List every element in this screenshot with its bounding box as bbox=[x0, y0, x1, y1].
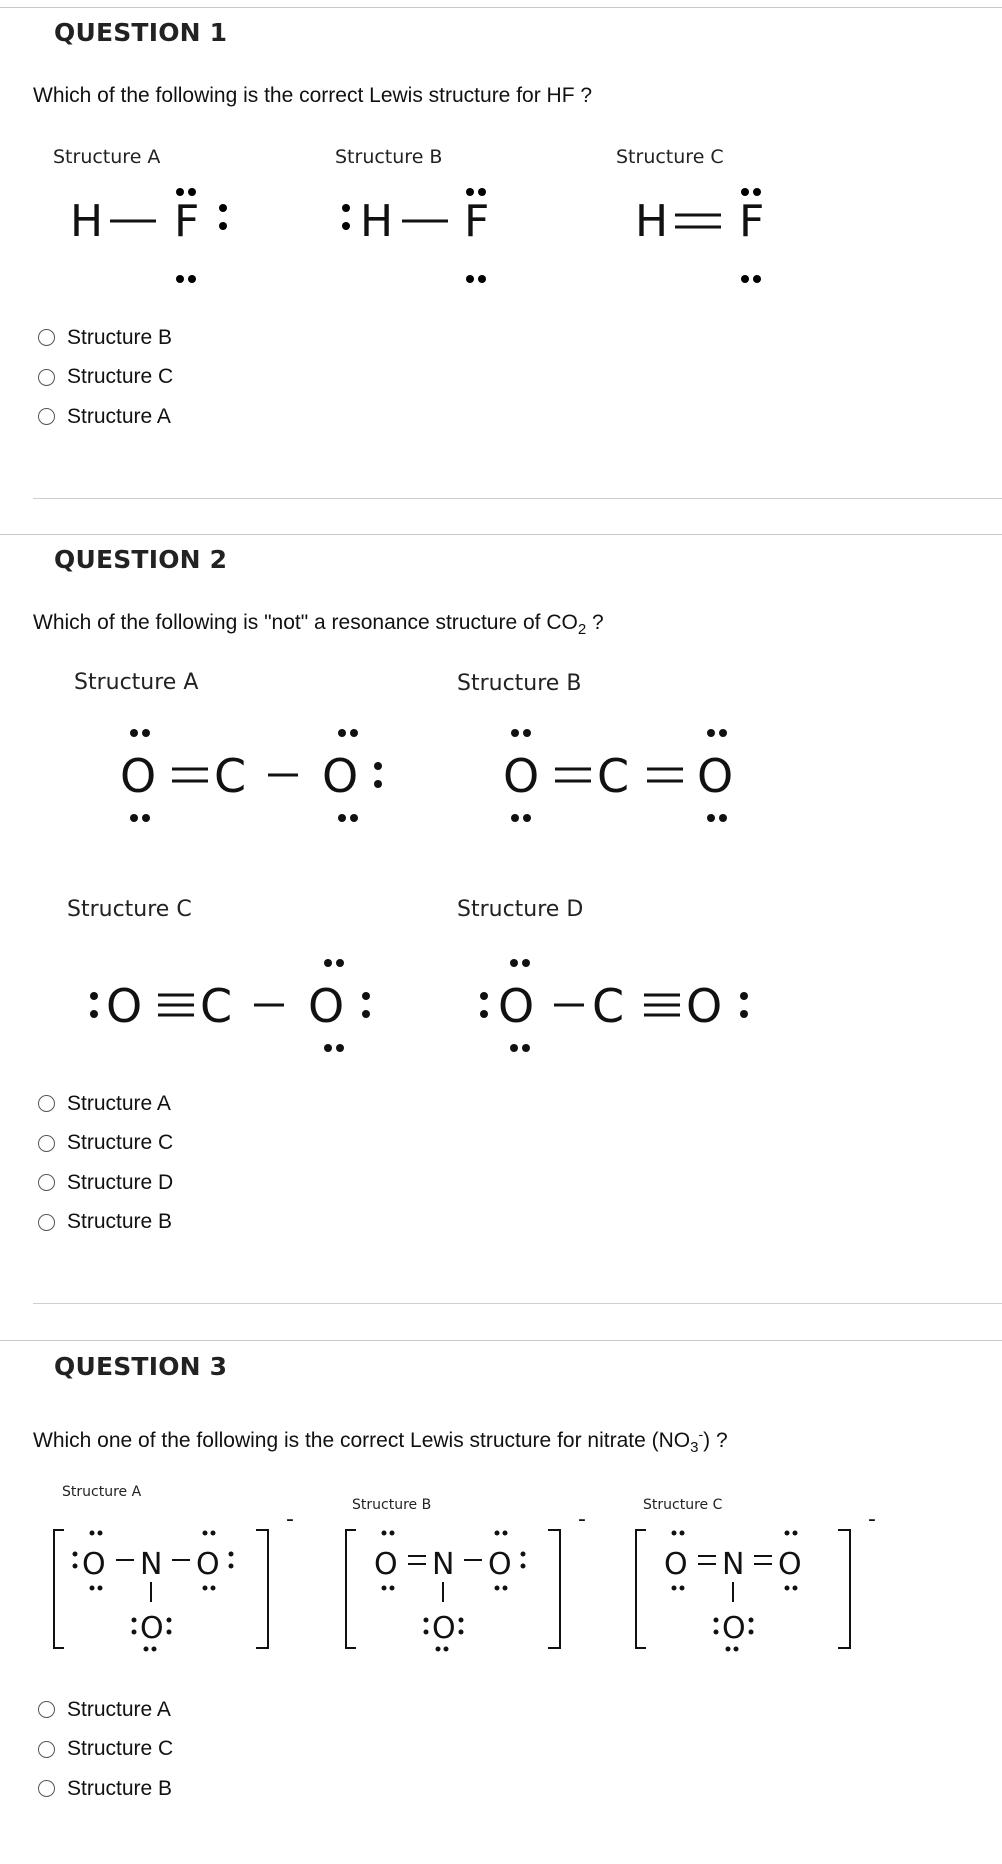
q3-option-2[interactable]: Structure C bbox=[38, 1730, 173, 1770]
radio-button[interactable] bbox=[38, 1780, 55, 1797]
lone-pair-dot bbox=[130, 814, 138, 822]
question-1-title: QUESTION 1 bbox=[54, 18, 228, 47]
lone-pair-dot bbox=[90, 1586, 95, 1591]
question-3-divider bbox=[0, 1340, 1002, 1341]
lone-pair-dot bbox=[740, 1010, 748, 1018]
q1-option-3[interactable]: Structure A bbox=[38, 397, 173, 437]
radio-button[interactable] bbox=[38, 1701, 55, 1718]
c-atom: C bbox=[592, 979, 625, 1033]
q3-structure-b-lewis bbox=[342, 1506, 602, 1656]
o-atom: O bbox=[322, 749, 359, 803]
lone-pair-dot bbox=[324, 959, 332, 967]
o-atom: O bbox=[778, 1547, 802, 1582]
f-atom: F bbox=[464, 196, 490, 247]
q3-structure-a-label: Structure A bbox=[62, 1484, 142, 1500]
left-bracket bbox=[54, 1530, 64, 1648]
q2-option-4[interactable]: Structure B bbox=[38, 1203, 173, 1243]
question-2-title: QUESTION 2 bbox=[54, 545, 228, 574]
lone-pair-dot bbox=[188, 188, 196, 196]
q1-option-1[interactable]: Structure B bbox=[38, 318, 173, 358]
q1-structure-b-lewis bbox=[330, 170, 530, 290]
lone-pair-dot bbox=[522, 959, 530, 967]
lone-pair-dot bbox=[374, 780, 382, 788]
o-atom: O bbox=[308, 979, 345, 1033]
q3-structure-c-lewis bbox=[632, 1506, 892, 1656]
q3-structure-c-label: Structure C bbox=[643, 1497, 723, 1513]
lone-pair-dot bbox=[90, 1010, 98, 1018]
lone-pair-dot bbox=[503, 1586, 508, 1591]
right-bracket bbox=[838, 1530, 850, 1648]
o-atom: O bbox=[722, 1611, 746, 1646]
lone-pair-dot bbox=[785, 1531, 790, 1536]
lone-pair-dot bbox=[714, 1630, 719, 1635]
lone-pair-dot bbox=[495, 1531, 500, 1536]
lone-pair-dot bbox=[374, 762, 382, 770]
lone-pair-dot bbox=[521, 1552, 526, 1557]
lone-pair-dot bbox=[362, 992, 370, 1000]
h-atom: H bbox=[70, 196, 104, 247]
lone-pair-dot bbox=[511, 814, 519, 822]
lone-pair-dot bbox=[466, 188, 474, 196]
lone-pair-dot bbox=[382, 1586, 387, 1591]
lone-pair-dot bbox=[478, 188, 486, 196]
lone-pair-dot bbox=[338, 729, 346, 737]
lone-pair-dot bbox=[510, 959, 518, 967]
lone-pair-dot bbox=[211, 1531, 216, 1536]
o-atom: O bbox=[374, 1547, 398, 1582]
lone-pair-dot bbox=[719, 729, 727, 737]
charge: - bbox=[286, 1507, 294, 1532]
left-bracket bbox=[636, 1530, 646, 1648]
lone-pair-dot bbox=[480, 1010, 488, 1018]
o-atom: O bbox=[82, 1547, 106, 1582]
lone-pair-dot bbox=[362, 1010, 370, 1018]
lone-pair-dot bbox=[714, 1618, 719, 1623]
q2-structure-d-lewis bbox=[472, 950, 792, 1060]
lone-pair-dot bbox=[521, 1564, 526, 1569]
lone-pair-dot bbox=[523, 814, 531, 822]
o-atom: O bbox=[106, 979, 143, 1033]
lone-pair-dot bbox=[672, 1531, 677, 1536]
lone-pair-dot bbox=[142, 814, 150, 822]
lone-pair-dot bbox=[203, 1586, 208, 1591]
o-atom: O bbox=[503, 749, 540, 803]
lone-pair-dot bbox=[176, 275, 184, 283]
lone-pair-dot bbox=[740, 992, 748, 1000]
o-atom: O bbox=[686, 979, 723, 1033]
lone-pair-dot bbox=[336, 1044, 344, 1052]
lone-pair-dot bbox=[132, 1630, 137, 1635]
charge: - bbox=[868, 1507, 876, 1532]
o-atom: O bbox=[120, 749, 157, 803]
lone-pair-dot bbox=[749, 1618, 754, 1623]
lone-pair-dot bbox=[466, 275, 474, 283]
f-atom: F bbox=[739, 196, 765, 247]
lone-pair-dot bbox=[503, 1531, 508, 1536]
q1-structure-a-label: Structure A bbox=[53, 146, 161, 168]
q2-structure-b-label: Structure B bbox=[457, 671, 582, 696]
lone-pair-dot bbox=[478, 275, 486, 283]
lone-pair-dot bbox=[793, 1586, 798, 1591]
q2-structure-c-lewis bbox=[84, 950, 404, 1060]
lone-pair-dot bbox=[424, 1618, 429, 1623]
question-2-end-divider bbox=[33, 1303, 1002, 1304]
lone-pair-dot bbox=[734, 1647, 739, 1652]
q1-structure-c-lewis bbox=[625, 170, 785, 290]
lone-pair-dot bbox=[73, 1552, 78, 1557]
lone-pair-dot bbox=[495, 1586, 500, 1591]
q1-structure-b-label: Structure B bbox=[335, 146, 443, 168]
c-atom: C bbox=[214, 749, 247, 803]
o-atom: O bbox=[432, 1611, 456, 1646]
q3-option-1[interactable]: Structure A bbox=[38, 1690, 173, 1730]
lone-pair-dot bbox=[672, 1586, 677, 1591]
radio-button[interactable] bbox=[38, 1174, 55, 1191]
lone-pair-dot bbox=[390, 1531, 395, 1536]
lone-pair-dot bbox=[707, 814, 715, 822]
q2-option-3[interactable]: Structure D bbox=[38, 1163, 173, 1203]
q2-structure-a-label: Structure A bbox=[74, 670, 199, 695]
lone-pair-dot bbox=[459, 1618, 464, 1623]
top-divider bbox=[0, 7, 1002, 8]
lone-pair-dot bbox=[753, 275, 761, 283]
lone-pair-dot bbox=[132, 1618, 137, 1623]
lone-pair-dot bbox=[167, 1618, 172, 1623]
lone-pair-dot bbox=[144, 1647, 149, 1652]
right-bracket bbox=[256, 1530, 268, 1648]
question-3-prompt: Which one of the following is the correct Lewis structure for nitrate $(NO_3^-)$ ? bbox=[33, 1426, 728, 1456]
radio-button[interactable] bbox=[38, 369, 55, 386]
lone-pair-dot bbox=[390, 1586, 395, 1591]
question-1-options bbox=[38, 318, 173, 437]
radio-button[interactable] bbox=[38, 1095, 55, 1112]
lone-pair-dot bbox=[336, 959, 344, 967]
lone-pair-dot bbox=[680, 1531, 685, 1536]
left-bracket bbox=[346, 1530, 356, 1648]
lone-pair-dot bbox=[749, 1630, 754, 1635]
lone-pair-dot bbox=[98, 1531, 103, 1536]
lone-pair-dot bbox=[219, 204, 227, 212]
q2-structure-d-label: Structure D bbox=[457, 897, 584, 922]
question-2-divider bbox=[0, 534, 1002, 535]
question-2-prompt: Which of the following is "not" a resonance structure of $CO_2$ ? bbox=[33, 611, 604, 638]
radio-button[interactable] bbox=[38, 408, 55, 425]
lone-pair-dot bbox=[176, 188, 184, 196]
lone-pair-dot bbox=[480, 992, 488, 1000]
q2-structure-b-lewis bbox=[495, 720, 775, 830]
lone-pair-dot bbox=[342, 204, 350, 212]
lone-pair-dot bbox=[219, 222, 227, 230]
lone-pair-dot bbox=[188, 275, 196, 283]
q2-structure-c-label: Structure C bbox=[67, 897, 192, 922]
lone-pair-dot bbox=[342, 222, 350, 230]
radio-button[interactable] bbox=[38, 329, 55, 346]
question-2-options bbox=[38, 1084, 173, 1242]
lone-pair-dot bbox=[382, 1531, 387, 1536]
lone-pair-dot bbox=[444, 1647, 449, 1652]
charge: - bbox=[578, 1507, 586, 1532]
lone-pair-dot bbox=[203, 1531, 208, 1536]
q3-option-3[interactable]: Structure B bbox=[38, 1769, 173, 1809]
lone-pair-dot bbox=[350, 814, 358, 822]
question-3-options bbox=[38, 1690, 173, 1809]
lone-pair-dot bbox=[130, 729, 138, 737]
q1-structure-c-label: Structure C bbox=[616, 146, 724, 168]
lone-pair-dot bbox=[522, 1044, 530, 1052]
question-1-prompt: Which of the following is the correct Lewis structure for HF ? bbox=[33, 84, 593, 107]
lone-pair-dot bbox=[511, 729, 519, 737]
o-atom: O bbox=[697, 749, 734, 803]
q3-structure-a-lewis bbox=[50, 1506, 310, 1656]
o-atom: O bbox=[664, 1547, 688, 1582]
lone-pair-dot bbox=[229, 1552, 234, 1557]
lone-pair-dot bbox=[436, 1647, 441, 1652]
o-atom: O bbox=[196, 1547, 220, 1582]
lone-pair-dot bbox=[459, 1630, 464, 1635]
f-atom: F bbox=[174, 196, 200, 247]
right-bracket bbox=[548, 1530, 560, 1648]
lone-pair-dot bbox=[741, 275, 749, 283]
lone-pair-dot bbox=[338, 814, 346, 822]
radio-button[interactable] bbox=[38, 1214, 55, 1231]
lone-pair-dot bbox=[523, 729, 531, 737]
lone-pair-dot bbox=[98, 1586, 103, 1591]
lone-pair-dot bbox=[142, 729, 150, 737]
q2-option-1[interactable]: Structure A bbox=[38, 1084, 173, 1124]
lone-pair-dot bbox=[229, 1564, 234, 1569]
n-atom: N bbox=[140, 1547, 163, 1582]
lone-pair-dot bbox=[90, 992, 98, 1000]
lone-pair-dot bbox=[793, 1531, 798, 1536]
q3-structure-b-label: Structure B bbox=[352, 1497, 432, 1513]
radio-button[interactable] bbox=[38, 1741, 55, 1758]
lone-pair-dot bbox=[167, 1630, 172, 1635]
lone-pair-dot bbox=[73, 1564, 78, 1569]
q1-option-2[interactable]: Structure C bbox=[38, 358, 173, 398]
lone-pair-dot bbox=[324, 1044, 332, 1052]
c-atom: C bbox=[200, 979, 233, 1033]
lone-pair-dot bbox=[726, 1647, 731, 1652]
lone-pair-dot bbox=[424, 1630, 429, 1635]
o-atom: O bbox=[488, 1547, 512, 1582]
q2-option-2[interactable]: Structure C bbox=[38, 1124, 173, 1164]
lone-pair-dot bbox=[90, 1531, 95, 1536]
lone-pair-dot bbox=[211, 1586, 216, 1591]
q2-structure-a-lewis bbox=[110, 720, 410, 830]
lone-pair-dot bbox=[785, 1586, 790, 1591]
o-atom: O bbox=[498, 979, 535, 1033]
q1-structure-a-lewis bbox=[60, 170, 260, 290]
c-atom: C bbox=[597, 749, 630, 803]
lone-pair-dot bbox=[350, 729, 358, 737]
n-atom: N bbox=[432, 1547, 455, 1582]
h-atom: H bbox=[635, 196, 669, 247]
lone-pair-dot bbox=[707, 729, 715, 737]
lone-pair-dot bbox=[510, 1044, 518, 1052]
o-atom: O bbox=[140, 1611, 164, 1646]
lone-pair-dot bbox=[753, 188, 761, 196]
lone-pair-dot bbox=[719, 814, 727, 822]
lone-pair-dot bbox=[152, 1647, 157, 1652]
lone-pair-dot bbox=[680, 1586, 685, 1591]
question-1-end-divider bbox=[33, 498, 1002, 499]
radio-button[interactable] bbox=[38, 1135, 55, 1152]
lone-pair-dot bbox=[741, 188, 749, 196]
h-atom: H bbox=[360, 196, 394, 247]
question-3-title: QUESTION 3 bbox=[54, 1352, 228, 1381]
n-atom: N bbox=[722, 1547, 745, 1582]
